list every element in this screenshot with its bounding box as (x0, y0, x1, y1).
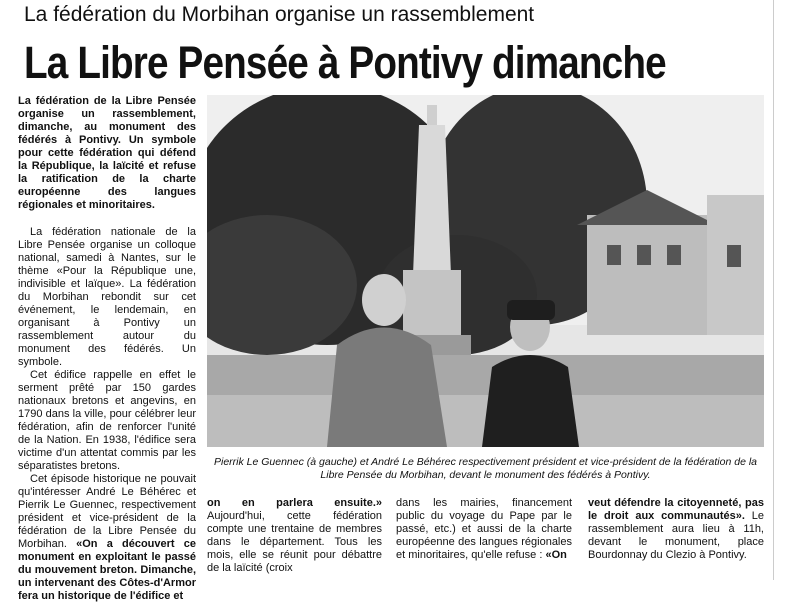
bottom-column-1 (207, 497, 382, 577)
bottom-column-3 (588, 497, 764, 577)
page-edge-divider (773, 0, 774, 580)
photo-illustration (207, 95, 764, 447)
body-text: Le rassemblement aura lieu à 11h, devant le monument, place Bourdonnay du Clezio à Pontivy. (588, 510, 764, 561)
left-column (18, 95, 196, 603)
body-text: dans les mairies, financement public du voyage du Pape par le passé, etc.) et aussi de la charte européenne des langues régionales et minoritaires, qu'elle refuse : (396, 497, 572, 561)
headline: La Libre Pensée à Pontivy dimanche (24, 37, 666, 88)
quote-bold: «On a découvert ce monument en exploitant le passé du mouvement breton. Dimanche, un intervenant des Côtes-d'Armor fera un historique de l'édifice et (18, 538, 196, 602)
quote-bold: on en parlera ensuite.» (207, 497, 382, 509)
body-paragraph: La fédération nationale de la Libre Pensée organise un colloque national, samedi à Nantes, sur le thème «Pour la République une, indivisible et laïque». La fédération du Morbihan rebondit sur cet événement, le lendemain, en organisant à Pontivy un rassemblement autour du monument des fédérés. Un symbole. (18, 226, 196, 368)
quote-bold: veut défendre la citoyenneté, pas le droit aux communautés». (588, 497, 764, 522)
body-text: Cet épisode historique ne pouvait qu'intéresser André Le Béhérec et Pierrik Le Guennec, respectivement président et vice-président de la fédération de la Libre Pensée du Morbihan. (18, 473, 196, 550)
photo-monument (207, 95, 764, 447)
body-text: Aujourd'hui, cette fédération compte une trentaine de membres dans le département. Tous les mois, elle se réunit pour débattre de la laïcité (croix (207, 510, 382, 574)
bottom-column-2 (396, 497, 572, 577)
lead-paragraph: La fédération de la Libre Pensée organise un rassemblement, dimanche, au monument des fédérés à Pontivy. Un symbole pour cette fédération qui défend la République, la laïcité et refuse la ratification de la charte européenne des langues régionales et minoritaires. (18, 95, 196, 211)
quote-bold: «On (545, 549, 567, 561)
body-paragraph (18, 473, 196, 603)
kicker: La fédération du Morbihan organise un rassemblement (24, 3, 535, 26)
body-paragraph: Cet édifice rappelle en effet le serment prêté par 150 gardes nationaux bretons et angevins, en 1790 dans la ville, pour célébrer leur fédération, afin de renforcer l'unité de la Nation. En 1938, l'édifice sera victime d'un attentat commis par les séparatistes bretons. (18, 369, 196, 472)
photo-caption: Pierrik Le Guennec (à gauche) et André Le Béhérec respectivement président et vice-président de la fédération de la Libre Pensée du Morbihan, devant le monument des fédérés à Pontivy. (213, 456, 757, 481)
